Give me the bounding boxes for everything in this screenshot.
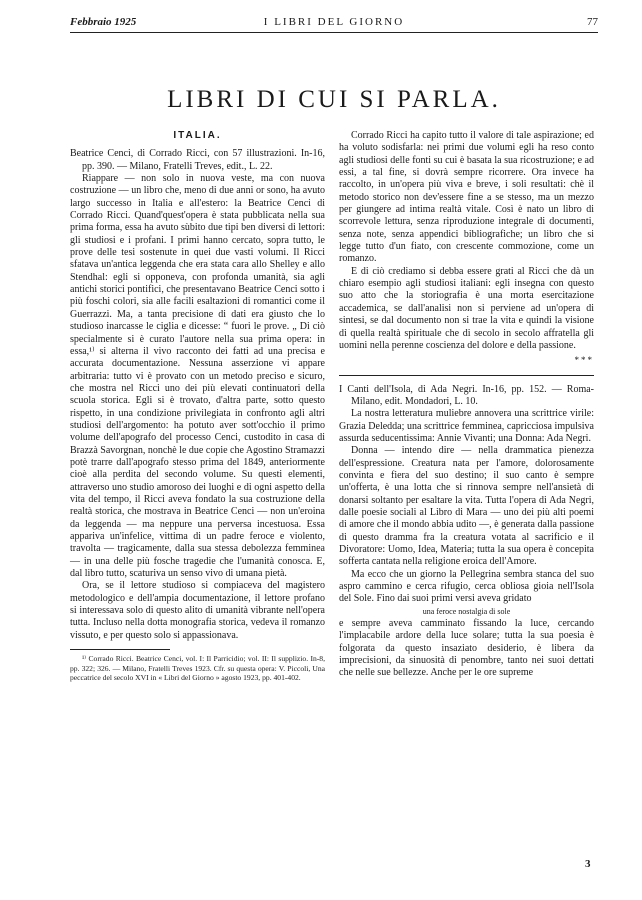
section-divider	[339, 375, 594, 376]
section-stars: ***	[574, 355, 594, 366]
paragraph: Ma ecco che un giorno la Pellegrina sembra stanca del suo aspro cammino e cerca rifugio, cerca obliosa gioia nell'Isola del Sole. Fino dai suoi primi versi aveva gridato	[339, 568, 594, 605]
footnote-rule	[70, 649, 170, 650]
paragraph: Ora, se il lettore studioso si compiaceva del magistero metodologico e dell'ampia documentazione, il lettore profano si interessava solo di questo alito di umanità vibrante nell'opera tutta. Incluso nella dotta monografia storica, vedeva il romanzo vissuto, e per questo solo si appassionava.	[70, 580, 325, 641]
header-date: Febbraio 1925	[70, 16, 137, 28]
book-entry-negri: I Canti dell'Isola, di Ada Negri. In-16, pp. 152. — Roma-Milano, edit. Mondadori, L. 10.	[339, 383, 594, 407]
paragraph: e sempre aveva camminato fissando la luce, cercando l'implacabile ardore della luce solare; tutta la sua poesia è folgorata da questo insaziato desiderio, è libera da imprecisioni, da sinuosità di penombre, tanto nei suoi dettati che nelle sue bellezze. Anche per le ore supreme	[339, 618, 594, 679]
header-rule	[70, 32, 598, 33]
header-journal-title: I LIBRI DEL GIORNO	[263, 16, 405, 28]
book-entry-cenci: Beatrice Cenci, di Corrado Ricci, con 57 illustrazioni. In-16, pp. 390. — Milano, Fratelli Treves, edit., L. 22.	[70, 148, 325, 172]
verse-quote: una feroce nostalgia di sole	[422, 606, 511, 616]
running-header	[70, 12, 598, 32]
right-column	[339, 130, 594, 680]
paragraph: Corrado Ricci ha capito tutto il valore di tale aspirazione; ed ha voluto sodisfarla: nei primi due volumi egli ha reso conto agli studiosi delle fonti su cui è basata la sua ricostruzione; e ad essi, a tal fine, si dovrà sempre ricorrere. Ora invece ha raccolto, in un'opera più viva e breve, i soli resultati: chè il metodo storico non dev'essere fine a se stesso, ma un mezzo per giungere ad intima realtà vitale. Così è nato un libro di scorrevole lettura, senza riproduzione integrale di documenti, senza note, senza appendici bibliografiche; un libro che si legge tutto d'un fiato, con crescente commozione, come un romanzo.	[339, 130, 594, 265]
paragraph: Donna — intendo dire — nella drammatica pienezza dell'espressione. Creatura nata per l'amore, dolorosamente convinta e fiera del suo destino; il suo canto è sempre un'offerta, è una lotta che si rinnova sempre nell'ansietà di donarsi soltanto per esaltare la vita. Tutta l'opera di Ada Negri, dalle poesie sociali al Libro di Mara — uno dei più alti poemi di amore che il mondo abbia udito —, è generata dalla passione di questo dramma fra la creatura votata al sacrificio e il Divoratore: Uomo, Idea, Materia; tutta la sua opera è concepita sofferta cantata nella religione eroica dell'Amore.	[339, 445, 594, 568]
page-title: LIBRI DI CUI SI PARLA.	[167, 86, 501, 113]
paragraph: La nostra letteratura muliebre annovera una scrittrice virile: Grazia Deledda; una scrittrice femminea, capricciosa impulsiva assurda seducentissima: Annie Vivanti; una Donna: Ada Negri.	[339, 408, 594, 444]
paragraph: E di ciò crediamo si debba essere grati al Ricci che dà un chiaro esempio agli studiosi italiani: egli insegna con questo suo atto che la storiografia è una morta esercitazione accademica, se dall'analisi non si perviene ad un'opera di sintesi, se dal documento non si trae la vita e quindi la visione di quella realtà spirituale che di secolo in secolo affratella gli uomini nella perenne coscienza del dolore e della passione.	[339, 265, 594, 351]
left-column	[70, 130, 325, 683]
header-page-number: 77	[587, 16, 598, 28]
footer-signature-number: 3	[585, 858, 591, 870]
paragraph: Riappare — non solo in nuova veste, ma con nuova costruzione — un libro che, meno di due anni or sono, ha avuto largo successo in Italia e all'estero: la Beatrice Cenci di Corrado Ricci. Quand'quest'opera è stata pubblicata nella sua prima forma, essa ha avuto sùbito due tipi ben diversi di lettori: gli studiosi e i profani. I primi hanno cercato, sopra tutto, le prove delle tesi sostenute in quei due vasti volumi. Il Ricci sfatava un'antica leggenda che era stata cara allo Shelley e allo Stendhal: egli si opponeva, con profonda umanità, sia agli antichi storici pontifici, che presentavano Beatrice Cenci sotto i più foschi colori, sia alle facili esaltazioni di romantici come il Guerrazzi. Ma, a tanta precisione di dati era giusto che lo studioso inarcasse le ciglia e dicesse: “ fuori le prove. „ Di ciò specialmente si è curato l'autore nella sua prima opera: in essa,¹⁾ si alterna il vivo racconto dei fatti ad una precisa e accurata documentazione. Nessuna asserzione vi appare arbitraria: tutto vi è provato con un metodo preciso e sicuro, che mostra nel Ricci uno dei più elevati continuatori della scuola storica. Egli si è trovato, d'altra parte, sotto questo rispetto, in una condizione privilegiata in confronto agli altri studiosi dell'argomento: ha potuto aver sott'occhio il primo volume dell'apografo del processo Cenci, custodito in casa di Brazzà Savorgnan, nonchè le due copie che Agostino Stramazzi potè trarre dall'apografo stesso prima del 1849, anteriormente cioè alla perdita del secondo volume. Su questi elementi, attraverso uno studio amoroso dei luoghi e di ogni aspetto della vita del tempo, il Ricci aveva fondato la sua costruzione della realtà storica, che mostrava in Beatrice Cenci — non un'eroina da leggenda — ma neppure una perversa incestuosa. Essa appariva un'infelice, vittima di un padre feroce e violento, travolta — tragicamente, dalla sua stessa debolezza femminea — in una delle più fosche tragedie che l'umanità conosca. E, dal libro tutto, scaturiva un senso vivo di umana pietà.	[70, 173, 326, 580]
section-heading: ITALIA.	[173, 130, 222, 141]
footnote: ¹⁾ Corrado Ricci. Beatrice Cenci, vol. I: Il Parricidio; vol. II: Il supplizio. In-8, pp. 322; 326. — Milano, Fratelli Treves 1923. Cfr. su questa opera: V. Piccoli, Una peccatrice del secolo XVI in « Libri del Giorno » agosto 1923, pp. 401-402.	[70, 654, 325, 683]
